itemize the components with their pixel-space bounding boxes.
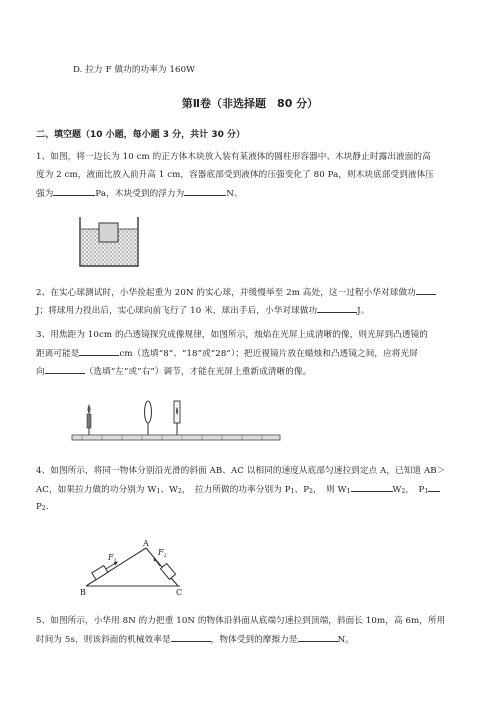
q3-line-1: 3、用焦距为 10cm 的凸透镜探究成像规律，如图所示，烛焰在光屏上成清晰的像，则光屏到凸透镜的 <box>36 330 428 340</box>
q4-blank-work[interactable] <box>351 482 393 492</box>
q2-line-1 <box>36 285 436 301</box>
q4-text-g: ， P <box>405 485 425 495</box>
q3-text-d: （选填“左”或“右”）调节，才能在光屏上重新成清晰的像。 <box>84 367 312 377</box>
q4-sub: 2 <box>401 488 406 495</box>
label-f1-sub: 1 <box>113 558 117 564</box>
q2-blank-work-2[interactable] <box>317 303 357 313</box>
q4-text-e: ， 则 W <box>313 485 347 495</box>
q3-text-c: 向 <box>36 367 45 377</box>
q2-text-a: 2、在实心球测试时，小华捡起重为 20N 的实心球，并缓慢举至 2m 高处，这一过程小华对球做功 <box>36 288 416 298</box>
q1-text-b: Pa，木块受到的浮力为 <box>95 189 185 199</box>
q2-line-2 <box>36 303 369 319</box>
section-heading: 二、填空题（10 小题，每小题 3 分，共计 30 分） <box>36 130 245 140</box>
q4-line-2 <box>36 482 440 499</box>
q1-text-c: N。 <box>226 189 243 199</box>
q3-line-3 <box>36 364 311 380</box>
q4-sub: 1 <box>346 488 351 495</box>
q5-text-b: ，物体受到的摩擦力是 <box>210 635 298 645</box>
q4-sub: 2 <box>177 488 182 495</box>
q4-sub: 2 <box>41 505 46 512</box>
q5-blank-friction[interactable] <box>298 632 338 642</box>
q3-text-b: cm（选填“8”、“18”或“28”）；把近视镜片放在蜡烛和凸透镜之间，应将光屏 <box>119 349 418 359</box>
option-d: D. 拉力 F 做功的功率为 160W <box>73 65 196 75</box>
incline-figure <box>80 536 192 596</box>
q4-sub: 1 <box>424 488 429 495</box>
light-screen <box>174 401 180 435</box>
q4-text-a: AC，如果拉力做的功分别为 W <box>36 485 157 495</box>
q3-line-2 <box>36 346 418 362</box>
block-on-ab <box>92 566 108 580</box>
q5-line-1: 5、如图所示，小华用 8N 的力把重 10N 的物体沿斜面从底端匀速拉到顶端，斜面长 10m，高 6m，所用 <box>36 616 446 626</box>
q1-text-a: 强为 <box>36 189 54 199</box>
q5-text-c: N。 <box>337 635 354 645</box>
q5-text-a: 时间为 5s，则该斜面的机械效率是 <box>36 635 171 645</box>
label-a: A <box>143 539 149 548</box>
bench-rail <box>72 435 280 440</box>
q1-line-1: 1、如图，将一边长为 10 cm 的正方体木块放入装有某液体的圆柱形容器中、木块静止时露出液面的高 <box>36 152 431 162</box>
q2-text-b: J；将球用力投出后，实心球向前飞行了 10 米，球出手后，小华对球做功 <box>36 306 318 316</box>
convex-lens <box>145 401 152 435</box>
container-figure <box>78 215 140 269</box>
q4-text-f: W <box>392 485 402 495</box>
wooden-block <box>99 223 118 242</box>
label-c: C <box>176 588 183 596</box>
q4-text-d: 、P <box>294 485 310 495</box>
q2-text-c: J。 <box>357 306 370 316</box>
block-on-ac <box>161 563 176 579</box>
q4-sub: 2 <box>309 488 314 495</box>
part-title: 第Ⅱ卷（非选择题 80 分） <box>181 97 319 110</box>
q2-blank-work-1[interactable] <box>416 285 436 295</box>
q1-line-2: 度为 2 cm，液面比放入前升高 1 cm，容器底部受到液体的压强变化了 80 Pa，则木块底部受到液体压 <box>36 170 434 180</box>
label-f2: F <box>158 548 164 557</box>
q4-sub: 1 <box>290 488 295 495</box>
q4-line-1: 4、如图所示，将同一物体分别沿光滑的斜面 AB、AC 以相同的速度从底部匀速拉到定点 A，已知道 AB＞ <box>36 466 446 476</box>
incline-ab <box>86 548 146 586</box>
label-f2-sub: 2 <box>163 553 167 559</box>
q5-blank-efficiency[interactable] <box>171 632 211 642</box>
optical-bench-figure <box>70 397 282 445</box>
q1-line-3 <box>36 186 243 202</box>
q4-blank-power[interactable] <box>428 482 440 492</box>
q4-text-b: 、W <box>160 485 178 495</box>
q3-blank-direction[interactable] <box>45 364 85 374</box>
label-f1: F <box>108 553 114 562</box>
q4-text-p2: P <box>36 502 42 512</box>
candle <box>87 404 91 435</box>
q4-sub: 1 <box>156 488 161 495</box>
q1-blank-buoyancy[interactable] <box>184 186 226 196</box>
q3-blank-distance[interactable] <box>79 346 119 356</box>
q1-blank-pressure[interactable] <box>53 186 95 196</box>
q4-text-c: ， 拉力所做的功率分别为 P <box>181 485 291 495</box>
flame-icon <box>88 404 91 414</box>
q5-line-2 <box>36 632 354 648</box>
q3-text-a: 距离可能是 <box>36 349 80 359</box>
q4-line-3: $P_2$. <box>36 502 49 512</box>
label-b: B <box>80 588 86 596</box>
